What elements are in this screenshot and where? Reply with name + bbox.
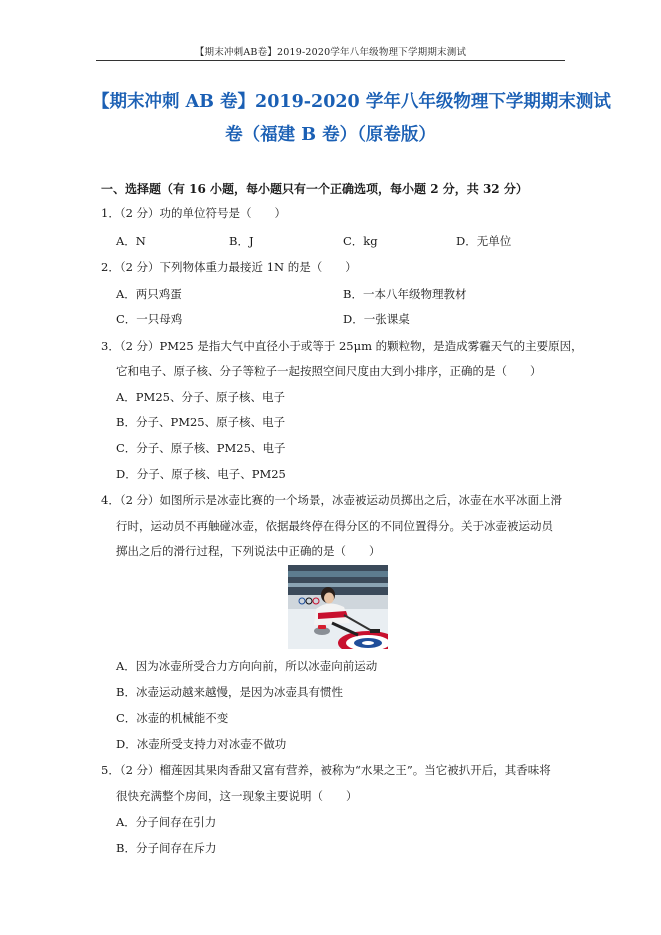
question-5-option-a: A．分子间存在引力 bbox=[116, 815, 217, 829]
question-3-option-d: D．分子、原子核、电子、PM25 bbox=[116, 467, 286, 481]
question-1-stem: 1．（2 分）功的单位符号是（ ） bbox=[101, 206, 287, 220]
question-4-option-d: D．冰壶所受支持力对冰壶不做功 bbox=[116, 737, 287, 751]
question-4-stem-line-3: 掷出之后的滑行过程，下列说法中正确的是（ ） bbox=[116, 544, 381, 558]
question-2-stem: 2．（2 分）下列物体重力最接近 1N 的是（ ） bbox=[101, 260, 357, 274]
question-3-stem-line-2: 它和电子、原子核、分子等粒子一起按照空间尺度由大到小排序，正确的是（ ） bbox=[116, 364, 542, 378]
title-line-1: 【期末冲刺 AB 卷】2019-2020 学年八年级物理下学期期末测试 bbox=[92, 92, 611, 112]
question-3-stem-line-1: 3．（2 分）PM25 是指大气中直径小于或等于 25μm 的颗粒物，是造成雾霾天气的主要原因， bbox=[101, 339, 583, 353]
question-3-option-b: B．分子、PM25、原子核、电子 bbox=[116, 415, 286, 429]
question-2-option-b: B．一本八年级物理教材 bbox=[343, 287, 467, 301]
question-3-option-c: C．分子、原子核、PM25、电子 bbox=[116, 441, 286, 455]
question-1-option-d: D．无单位 bbox=[456, 234, 512, 248]
question-1-option-b: B．J bbox=[229, 234, 254, 248]
question-4-stem-line-1: 4．（2 分）如图所示是冰壶比赛的一个场景，冰壶被运动员掷出之后，冰壶在水平冰面上滑 bbox=[101, 493, 563, 507]
title-line-2: 卷（福建 B 卷）（原卷版） bbox=[225, 125, 436, 145]
question-1-option-c: C．kg bbox=[343, 234, 378, 248]
running-header: 【期末冲刺AB卷】2019-2020学年八年级物理下学期期末测试 bbox=[194, 47, 467, 58]
question-1-option-a: A．N bbox=[116, 234, 146, 248]
question-2-option-d: D．一张课桌 bbox=[343, 312, 410, 326]
section-heading: 一、选择题（有 16 小题，每小题只有一个正确选项，每小题 2 分，共 32 分） bbox=[101, 182, 528, 196]
question-4-option-a: A．因为冰壶所受合力方向向前，所以冰壶向前运动 bbox=[116, 659, 378, 673]
question-2-option-c: C．一只母鸡 bbox=[116, 312, 183, 326]
question-3-option-a: A．PM25、分子、原子核、电子 bbox=[116, 390, 285, 404]
question-2-option-a: A．两只鸡蛋 bbox=[116, 287, 182, 301]
question-5-option-b: B．分子间存在斥力 bbox=[116, 841, 217, 855]
question-4-option-c: C．冰壶的机械能不变 bbox=[116, 711, 229, 725]
header-rule bbox=[96, 60, 565, 61]
document-title bbox=[92, 86, 611, 152]
question-4-stem-line-2: 行时，运动员不再触碰冰壶，依据最终停在得分区的不同位置得分。关于冰壶被运动员 bbox=[116, 519, 553, 533]
curling-photo bbox=[288, 565, 388, 649]
question-5-stem-line-1: 5．（2 分）榴莲因其果肉香甜又富有营养，被称为“水果之王”。当它被扒开后，其香味将 bbox=[101, 763, 551, 777]
question-5-stem-line-2: 很快充满整个房间，这一现象主要说明（ ） bbox=[116, 789, 358, 803]
question-4-option-b: B．冰壶运动越来越慢，是因为冰壶具有惯性 bbox=[116, 685, 343, 699]
